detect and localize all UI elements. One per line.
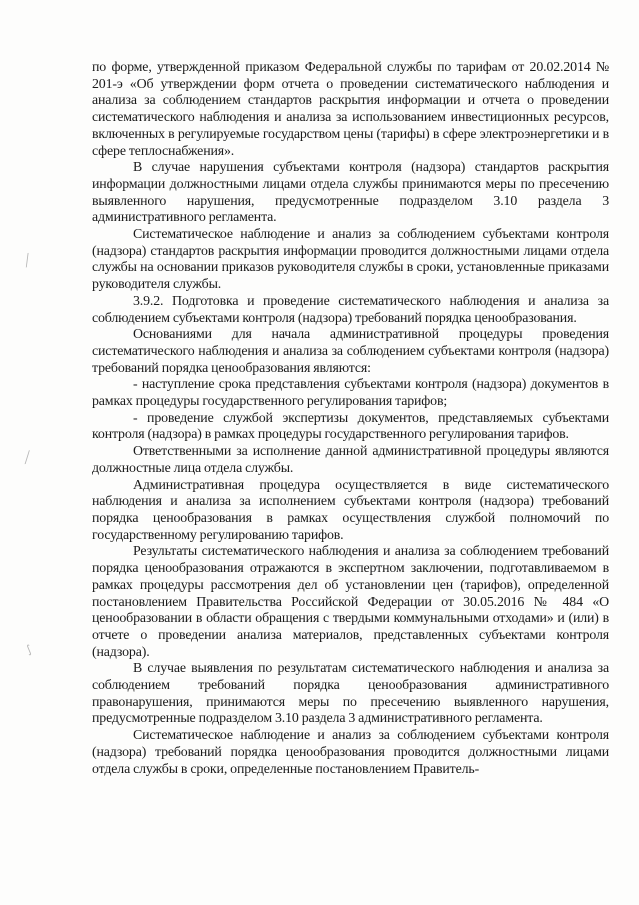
paragraph-violation-pricing: В случае выявления по результатам систематического наблюдения и анализа за соблюдением требований порядка ценообразования административного правонарушения, принимаются меры по пресечению выявленного нарушения, предусмотренные подразделом 3.10 раздела 3 административного регламента. xyxy=(92,661,609,727)
paragraph-continuation: по форме, утвержденной приказом Федеральной службы по тарифам от 20.02.2014 № 201-э «Об утверждении форм отчета о проведении систематического наблюдения и анализа за соблюдением стандартов раскрытия информации и отчета о проведении систематического наблюдения и анализа за использованием инвестиционных ресурсов, включенных в регулируемые государством цены (тарифы) в сфере электроэнергетики и в сфере теплоснабжения». xyxy=(92,60,609,159)
section-heading-3-9-2: 3.9.2. Подготовка и проведение систематического наблюдения и анализа за соблюдением субъектами контроля (надзора) требований порядка ценообразования. xyxy=(92,293,609,326)
paragraph-responsible: Ответственными за исполнение данной административной процедуры являются должностные лица отдела службы. xyxy=(92,444,609,476)
document-body xyxy=(92,60,609,778)
margin-pencil-mark: ╱ xyxy=(22,450,32,465)
paragraph-systematic-observation: Систематическое наблюдение и анализ за соблюдением субъектами контроля (надзора) стандартов раскрытия информации проводится должностными лицами отдела службы на основании приказов руководителя службы в сроки, установленные приказами руководителя службы. xyxy=(92,227,609,293)
margin-pencil-mark: ∫ xyxy=(23,642,35,657)
paragraph-procedure-form: Административная процедура осуществляется в виде систематического наблюдения и анализа за исполнением субъектами контроля (надзора) требований порядка ценообразования в рамках осуществления службой полномочий по государственному регулированию тарифов. xyxy=(92,477,609,543)
margin-pencil-mark: ╱ xyxy=(21,253,33,268)
paragraph-results: Результаты систематического наблюдения и анализа за соблюдением требований порядка ценообразования отражаются в экспертном заключении, подготавливаемом в рамках процедуры рассмотрения дел об установлении цен (тарифов), определенной постановлением Правительства Российской Федерации от 30.05.2016 № 484 «О ценообразовании в области обращения с твердыми коммунальными отходами» и (или) в отчете о проведении анализа материалов, представленных субъектами контроля (надзора). xyxy=(92,544,609,660)
list-item-expertise: - проведение службой экспертизы документов, представляемых субъектами контроля (надзора) в рамках процедуры государственного регулирования тарифов. xyxy=(92,410,609,443)
paragraph-grounds: Основаниями для начала административной процедуры проведения систематического наблюдения и анализа за соблюдением субъектами контроля (надзора) требований порядка ценообразования являются: xyxy=(92,327,609,376)
paragraph-violation-disclosure: В случае нарушения субъектами контроля (надзора) стандартов раскрытия информации должностными лицами отдела службы принимаются меры по пресечению выявленного нарушения, предусмотренные подразделом 3.10 раздела 3 административного регламента. xyxy=(92,160,609,226)
list-item-deadline: - наступление срока представления субъектами контроля (надзора) документов в рамках процедуры государственного регулирования тарифов; xyxy=(92,377,609,410)
paragraph-observation-pricing: Систематическое наблюдение и анализ за соблюдением субъектами контроля (надзора) требований порядка ценообразования проводится должностными лицами отдела службы в сроки, определенные постановлением Правитель- xyxy=(92,728,609,777)
